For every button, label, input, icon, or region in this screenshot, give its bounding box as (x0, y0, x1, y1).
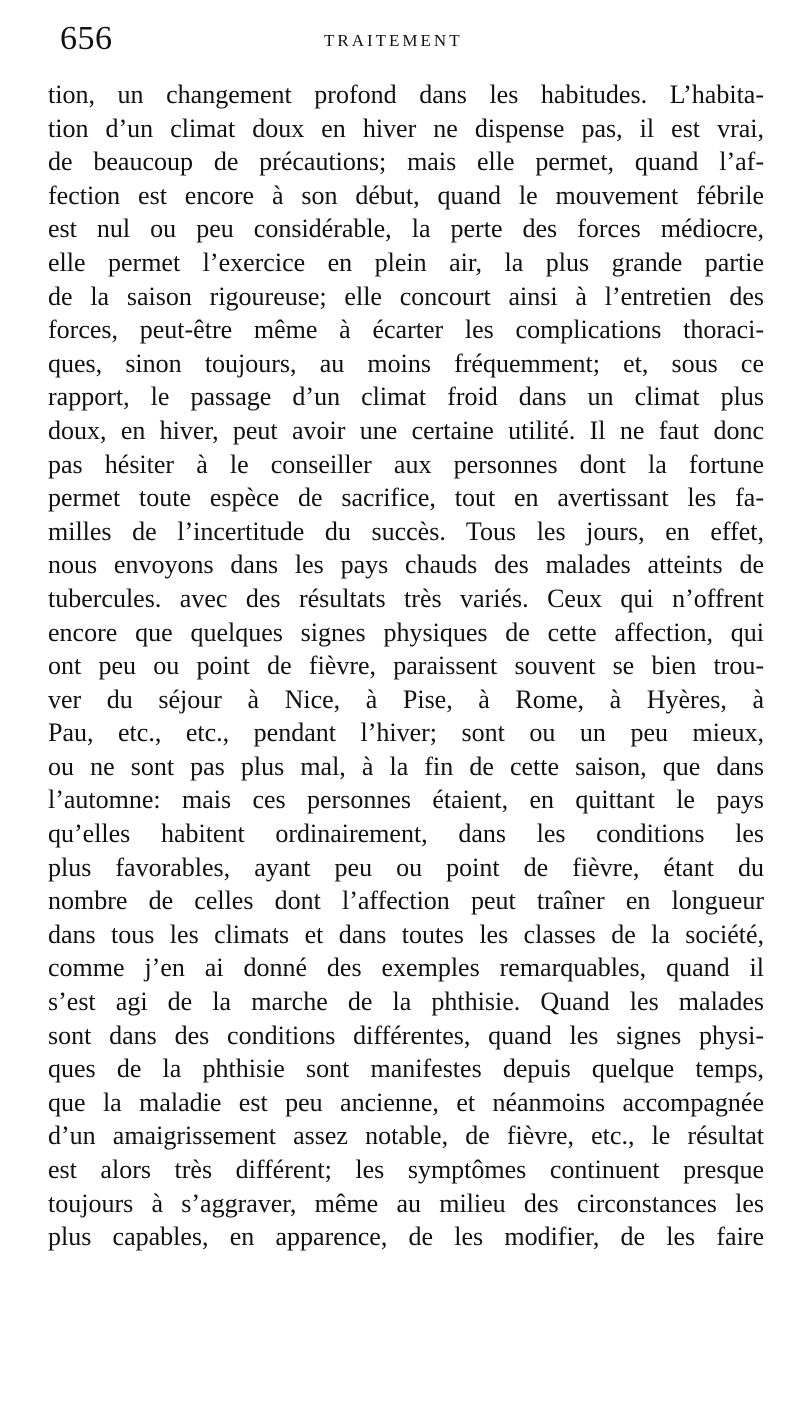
text-line: d’un amaigrissement assez notable, de fièvre, etc., le résultat (48, 1121, 764, 1151)
text-line: encore que quelques signes physiques de cette affection, qui (48, 617, 764, 647)
text-line: ques de la phthisie sont manifestes depuis quelque temps, (48, 1054, 764, 1084)
text-line: l’automne: mais ces personnes étaient, en quittant le pays (48, 785, 764, 815)
text-line: toujours à s’aggraver, même au milieu des circonstances les (48, 1188, 764, 1218)
text-line: nombre de celles dont l’affection peut traîner en longueur (48, 886, 764, 916)
page-header (60, 14, 760, 64)
text-line: s’est agi de la marche de la phthisie. Quand les malades (48, 987, 764, 1017)
text-line: dans tous les climats et dans toutes les classes de la société, (48, 919, 764, 949)
body-text (48, 78, 764, 1254)
text-line: rapport, le passage d’un climat froid dans un climat plus (48, 382, 764, 412)
text-line: elle permet l’exercice en plein air, la plus grande partie (48, 247, 764, 277)
text-line: est alors très différent; les symptômes continuent presque (48, 1155, 764, 1184)
text-line: ont peu ou point de fièvre, paraissent souvent se bien trou- (48, 651, 764, 681)
text-line: nous envoyons dans les pays chauds des malades atteints de (48, 550, 764, 580)
text-line: qu’elles habitent ordinairement, dans les conditions les (48, 819, 764, 849)
text-line: plus favorables, ayant peu ou point de fièvre, étant du (48, 852, 764, 882)
text-line: permet toute espèce de sacrifice, tout en avertissant les fa- (48, 483, 764, 513)
text-line: forces, peut-être même à écarter les complications thoraci- (48, 315, 764, 345)
text-line: fection est encore à son début, quand le mouvement fébrile (48, 180, 764, 210)
running-head: TRAITEMENT (324, 31, 463, 50)
text-line: doux, en hiver, peut avoir une certaine utilité. Il ne faut donc (48, 415, 764, 445)
page-number: 656 (60, 20, 113, 57)
text-line: tion, un changement profond dans les habitudes. L’habita- (48, 80, 764, 109)
text-line: de beaucoup de précautions; mais elle permet, quand l’af- (48, 147, 764, 177)
text-line: que la maladie est peu ancienne, et néanmoins accompagnée (48, 1087, 764, 1117)
text-line: ver du séjour à Nice, à Pise, à Rome, à Hyères, à (48, 684, 764, 714)
text-line: tion d’un climat doux en hiver ne dispense pas, il est vrai, (48, 113, 764, 143)
text-line: est nul ou peu considérable, la perte des forces médiocre, (48, 214, 764, 244)
text-line: comme j’en ai donné des exemples remarquables, quand il (48, 953, 764, 983)
text-line: milles de l’incertitude du succès. Tous les jours, en effet, (48, 516, 764, 546)
text-line: sont dans des conditions différentes, quand les signes physi- (48, 1020, 764, 1050)
text-line: plus capables, en apparence, de les modifier, de les faire (48, 1222, 764, 1252)
text-line: de la saison rigoureuse; elle concourt ainsi à l’entretien des (48, 281, 764, 311)
text-line: ques, sinon toujours, au moins fréquemment; et, sous ce (48, 348, 764, 378)
text-line: Pau, etc., etc., pendant l’hiver; sont ou un peu mieux, (48, 718, 764, 748)
text-line: pas hésiter à le conseiller aux personnes dont la fortune (48, 449, 764, 479)
text-line: ou ne sont pas plus mal, à la fin de cette saison, que dans (48, 751, 764, 781)
text-line: tubercules. avec des résultats très variés. Ceux qui n’offrent (48, 583, 764, 613)
